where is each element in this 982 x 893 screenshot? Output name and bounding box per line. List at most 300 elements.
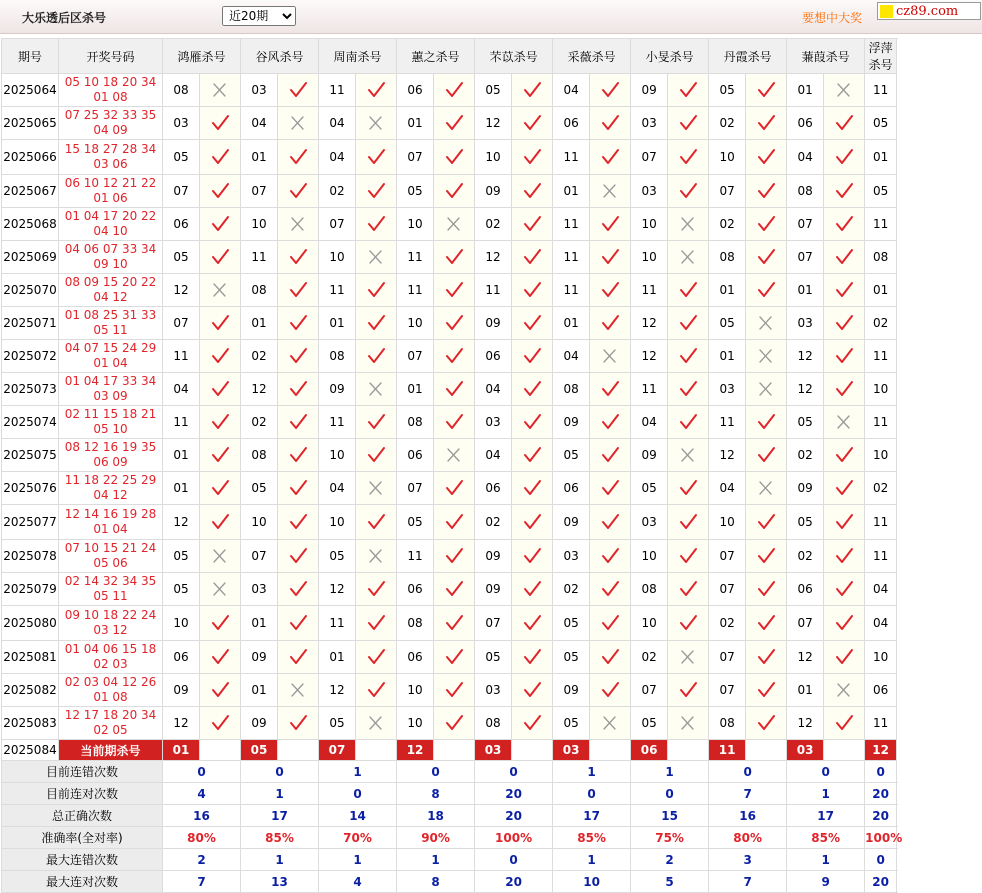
check-icon	[678, 681, 698, 699]
kill-number: 06	[787, 107, 824, 140]
check-icon	[522, 513, 542, 531]
check-icon	[678, 547, 698, 565]
result-mark	[356, 573, 397, 606]
kill-number: 11	[865, 406, 897, 439]
table-row	[2, 107, 897, 140]
kill-number: 09	[163, 674, 200, 707]
draw-numbers	[59, 140, 163, 175]
result-mark	[356, 208, 397, 241]
check-icon	[210, 479, 230, 497]
check-icon	[366, 314, 386, 332]
kill-number: 10	[163, 606, 200, 641]
check-icon	[600, 314, 620, 332]
check-icon	[444, 681, 464, 699]
current-kill-number: 12	[865, 740, 897, 761]
front-numbers: 01 04 06 15 18	[64, 642, 157, 656]
summary-value: 80%	[163, 827, 241, 849]
result-mark	[668, 606, 709, 641]
result-mark	[200, 107, 241, 140]
kill-number: 10	[397, 307, 434, 340]
result-mark	[512, 175, 553, 208]
kill-number: 04	[163, 373, 200, 406]
check-icon	[210, 215, 230, 233]
check-icon	[522, 547, 542, 565]
result-mark	[278, 74, 319, 107]
result-mark	[824, 107, 865, 140]
result-mark	[668, 641, 709, 674]
check-icon	[366, 614, 386, 632]
result-mark	[590, 241, 631, 274]
back-numbers: 01 06	[93, 191, 128, 205]
front-numbers: 06 10 12 21 22	[64, 176, 157, 190]
check-icon	[522, 148, 542, 166]
front-numbers: 09 10 18 22 24	[64, 608, 157, 622]
summary-value: 2	[163, 849, 241, 871]
current-kill-number: 06	[631, 740, 668, 761]
kill-number: 10	[319, 241, 356, 274]
kill-number: 10	[241, 505, 278, 540]
check-icon	[522, 580, 542, 598]
check-icon	[600, 380, 620, 398]
draw-numbers	[59, 606, 163, 641]
kill-number: 11	[319, 74, 356, 107]
result-mark	[434, 340, 475, 373]
kill-number-table	[1, 38, 903, 893]
kill-number: 08	[319, 340, 356, 373]
check-icon	[522, 347, 542, 365]
result-mark	[824, 175, 865, 208]
summary-value: 17	[241, 805, 319, 827]
check-icon	[444, 580, 464, 598]
kill-number: 09	[631, 74, 668, 107]
kill-number: 11	[865, 74, 897, 107]
cross-icon	[678, 215, 698, 233]
kill-number: 01	[241, 674, 278, 707]
table-row	[2, 307, 897, 340]
summary-value: 8	[397, 871, 475, 893]
kill-number: 08	[241, 274, 278, 307]
result-mark	[512, 307, 553, 340]
result-mark	[590, 641, 631, 674]
result-mark	[356, 406, 397, 439]
check-icon	[678, 513, 698, 531]
result-mark	[356, 674, 397, 707]
summary-label: 目前连错次数	[2, 761, 163, 783]
kill-number: 09	[319, 373, 356, 406]
kill-number: 05	[553, 606, 590, 641]
check-icon	[522, 681, 542, 699]
draw-numbers	[59, 107, 163, 140]
kill-number: 09	[553, 674, 590, 707]
summary-value: 1	[553, 849, 631, 871]
check-icon	[444, 648, 464, 666]
result-mark	[746, 540, 787, 573]
kill-number: 09	[475, 175, 512, 208]
result-mark	[200, 340, 241, 373]
current-kill-number: 11	[709, 740, 746, 761]
result-mark	[590, 472, 631, 505]
kill-number: 02	[631, 641, 668, 674]
kill-number: 09	[241, 641, 278, 674]
result-mark	[746, 107, 787, 140]
back-numbers: 04 10	[93, 224, 128, 238]
check-icon	[288, 380, 308, 398]
summary-label: 总正确次数	[2, 805, 163, 827]
check-icon	[678, 148, 698, 166]
result-mark	[434, 641, 475, 674]
result-mark	[200, 274, 241, 307]
draw-numbers	[59, 439, 163, 472]
check-icon	[756, 513, 776, 531]
check-icon	[288, 347, 308, 365]
summary-value: 0	[709, 761, 787, 783]
result-mark	[824, 641, 865, 674]
kill-number: 05	[865, 175, 897, 208]
table-row	[2, 641, 897, 674]
result-mark	[746, 472, 787, 505]
kill-number: 08	[475, 707, 512, 740]
summary-value: 1	[787, 783, 865, 805]
kill-number: 07	[787, 606, 824, 641]
kill-number: 01	[397, 373, 434, 406]
summary-value: 14	[319, 805, 397, 827]
back-numbers: 01 08	[93, 690, 128, 704]
kill-number: 08	[241, 439, 278, 472]
check-icon	[522, 314, 542, 332]
kill-number: 02	[475, 505, 512, 540]
table-row	[2, 373, 897, 406]
result-mark	[590, 307, 631, 340]
draw-numbers	[59, 274, 163, 307]
kill-number: 05	[475, 641, 512, 674]
kill-number: 07	[241, 540, 278, 573]
check-icon	[834, 114, 854, 132]
kill-number: 03	[709, 373, 746, 406]
result-mark	[824, 74, 865, 107]
result-mark	[590, 573, 631, 606]
current-issue: 2025084	[2, 740, 59, 761]
logo-text: cz89.com	[896, 3, 959, 19]
check-icon	[210, 681, 230, 699]
kill-number: 07	[397, 472, 434, 505]
check-icon	[600, 614, 620, 632]
check-icon	[678, 314, 698, 332]
summary-value: 70%	[319, 827, 397, 849]
result-mark	[200, 641, 241, 674]
result-mark	[746, 573, 787, 606]
summary-value: 100%	[865, 827, 897, 849]
kill-number: 06	[397, 439, 434, 472]
result-mark	[746, 74, 787, 107]
result-mark	[434, 406, 475, 439]
kill-number: 10	[631, 241, 668, 274]
back-numbers: 01 04	[93, 356, 128, 370]
result-mark	[590, 606, 631, 641]
issue-cell: 2025078	[2, 540, 59, 573]
check-icon	[756, 148, 776, 166]
result-mark	[824, 472, 865, 505]
promo-slogan[interactable]: 要想中大奖	[802, 11, 863, 25]
check-icon	[756, 248, 776, 266]
kill-number: 07	[397, 340, 434, 373]
result-mark	[434, 707, 475, 740]
result-mark	[824, 707, 865, 740]
check-icon	[288, 182, 308, 200]
check-icon	[288, 614, 308, 632]
kill-number: 05	[631, 707, 668, 740]
cross-icon	[366, 380, 386, 398]
page-title: 大乐透后区杀号	[22, 11, 107, 25]
summary-value: 85%	[241, 827, 319, 849]
table-row	[2, 707, 897, 740]
kill-number: 10	[475, 140, 512, 175]
check-icon	[522, 714, 542, 732]
back-numbers: 03 06	[93, 157, 128, 171]
kill-number: 01	[787, 74, 824, 107]
check-icon	[600, 148, 620, 166]
draw-numbers	[59, 707, 163, 740]
kill-number: 05	[631, 472, 668, 505]
check-icon	[210, 347, 230, 365]
kill-number: 05	[709, 74, 746, 107]
kill-number: 08	[163, 74, 200, 107]
result-mark	[356, 641, 397, 674]
check-icon	[444, 314, 464, 332]
result-mark	[824, 241, 865, 274]
summary-value: 1	[787, 849, 865, 871]
empty-cell	[668, 740, 709, 761]
back-numbers: 01 04	[93, 522, 128, 536]
draw-numbers	[59, 406, 163, 439]
result-mark	[668, 140, 709, 175]
check-icon	[366, 580, 386, 598]
kill-number: 02	[865, 307, 897, 340]
kill-number: 08	[709, 707, 746, 740]
check-icon	[522, 446, 542, 464]
summary-value: 85%	[787, 827, 865, 849]
result-mark	[278, 373, 319, 406]
site-logo[interactable]	[877, 2, 981, 20]
back-numbers: 03 09	[93, 389, 128, 403]
result-mark	[590, 340, 631, 373]
empty-cell	[200, 740, 241, 761]
check-icon	[210, 114, 230, 132]
result-mark	[356, 472, 397, 505]
result-mark	[746, 707, 787, 740]
kill-number: 07	[709, 641, 746, 674]
result-mark	[668, 208, 709, 241]
kill-number: 11	[397, 241, 434, 274]
kill-number: 06	[397, 641, 434, 674]
kill-number: 01	[553, 307, 590, 340]
kill-number: 03	[241, 573, 278, 606]
kill-number: 06	[475, 340, 512, 373]
cross-icon	[444, 446, 464, 464]
check-icon	[834, 479, 854, 497]
kill-number: 06	[787, 573, 824, 606]
check-icon	[210, 182, 230, 200]
check-icon	[210, 413, 230, 431]
kill-number: 12	[631, 340, 668, 373]
current-kill-number: 05	[241, 740, 278, 761]
result-mark	[824, 307, 865, 340]
check-icon	[522, 281, 542, 299]
kill-number: 07	[709, 573, 746, 606]
result-mark	[434, 439, 475, 472]
cross-icon	[366, 714, 386, 732]
result-mark	[278, 241, 319, 274]
current-kill-number: 03	[553, 740, 590, 761]
check-icon	[444, 281, 464, 299]
col-header-issue: 期号	[2, 39, 59, 74]
result-mark	[824, 674, 865, 707]
result-mark	[668, 573, 709, 606]
kill-number: 12	[787, 373, 824, 406]
check-icon	[210, 314, 230, 332]
kill-number: 05	[553, 707, 590, 740]
check-icon	[288, 547, 308, 565]
result-mark	[668, 340, 709, 373]
summary-value: 75%	[631, 827, 709, 849]
summary-label: 目前连对次数	[2, 783, 163, 805]
result-mark	[512, 472, 553, 505]
issue-cell: 2025071	[2, 307, 59, 340]
cross-icon	[756, 314, 776, 332]
table-row	[2, 274, 897, 307]
check-icon	[444, 413, 464, 431]
summary-value: 1	[319, 849, 397, 871]
kill-number: 05	[163, 241, 200, 274]
check-icon	[678, 479, 698, 497]
kill-number: 07	[787, 241, 824, 274]
summary-value: 85%	[553, 827, 631, 849]
kill-number: 06	[553, 472, 590, 505]
back-numbers: 01 08	[93, 90, 128, 104]
front-numbers: 01 04 17 20 22	[64, 209, 157, 223]
cross-icon	[678, 446, 698, 464]
result-mark	[434, 373, 475, 406]
front-numbers: 01 08 25 31 33	[64, 308, 157, 322]
check-icon	[366, 215, 386, 233]
check-icon	[366, 182, 386, 200]
summary-label: 最大连错次数	[2, 849, 163, 871]
kill-number: 02	[709, 107, 746, 140]
check-icon	[444, 479, 464, 497]
summary-value: 1	[553, 761, 631, 783]
empty-cell	[356, 740, 397, 761]
table-row	[2, 573, 897, 606]
check-icon	[678, 281, 698, 299]
result-mark	[200, 373, 241, 406]
summary-value: 1	[397, 849, 475, 871]
kill-number: 11	[631, 373, 668, 406]
result-mark	[746, 674, 787, 707]
result-mark	[746, 307, 787, 340]
check-icon	[678, 614, 698, 632]
summary-value: 80%	[709, 827, 787, 849]
result-mark	[200, 439, 241, 472]
back-numbers: 05 10	[93, 422, 128, 436]
cross-icon	[444, 215, 464, 233]
kill-number: 10	[241, 208, 278, 241]
draw-numbers	[59, 641, 163, 674]
result-mark	[356, 439, 397, 472]
result-mark	[434, 606, 475, 641]
kill-number: 02	[787, 439, 824, 472]
kill-number: 05	[865, 107, 897, 140]
issue-cell: 2025069	[2, 241, 59, 274]
check-icon	[288, 446, 308, 464]
cross-icon	[366, 114, 386, 132]
kill-number: 11	[319, 606, 356, 641]
logo-square-icon	[880, 5, 893, 18]
kill-number: 02	[241, 406, 278, 439]
kill-number: 10	[865, 373, 897, 406]
kill-number: 01	[787, 674, 824, 707]
result-mark	[278, 505, 319, 540]
result-mark	[746, 406, 787, 439]
front-numbers: 04 07 15 24 29	[64, 341, 157, 355]
summary-value: 0	[631, 783, 709, 805]
kill-number: 10	[865, 641, 897, 674]
result-mark	[746, 140, 787, 175]
check-icon	[756, 648, 776, 666]
empty-cell	[824, 740, 865, 761]
check-icon	[522, 215, 542, 233]
check-icon	[444, 714, 464, 732]
period-select[interactable]	[222, 6, 296, 26]
col-header-expert: 谷风杀号	[241, 39, 319, 74]
result-mark	[668, 505, 709, 540]
summary-value: 18	[397, 805, 475, 827]
check-icon	[522, 479, 542, 497]
kill-number: 04	[241, 107, 278, 140]
summary-value: 4	[319, 871, 397, 893]
result-mark	[746, 274, 787, 307]
kill-number: 05	[319, 540, 356, 573]
check-icon	[288, 148, 308, 166]
check-icon	[366, 681, 386, 699]
kill-number: 12	[163, 707, 200, 740]
check-icon	[366, 148, 386, 166]
result-mark	[746, 340, 787, 373]
summary-value: 2	[631, 849, 709, 871]
check-icon	[600, 479, 620, 497]
kill-number: 02	[553, 573, 590, 606]
check-icon	[834, 148, 854, 166]
check-icon	[756, 580, 776, 598]
table-row	[2, 208, 897, 241]
kill-number: 01	[553, 175, 590, 208]
result-mark	[200, 674, 241, 707]
kill-number: 11	[163, 406, 200, 439]
result-mark	[278, 606, 319, 641]
result-mark	[356, 107, 397, 140]
result-mark	[278, 573, 319, 606]
cross-icon	[678, 248, 698, 266]
result-mark	[824, 439, 865, 472]
summary-value: 17	[787, 805, 865, 827]
check-icon	[210, 446, 230, 464]
check-icon	[210, 380, 230, 398]
kill-number: 11	[553, 208, 590, 241]
kill-number: 10	[865, 439, 897, 472]
kill-number: 05	[163, 140, 200, 175]
front-numbers: 02 03 04 12 26	[64, 675, 157, 689]
result-mark	[824, 140, 865, 175]
kill-number: 07	[241, 175, 278, 208]
result-mark	[512, 707, 553, 740]
